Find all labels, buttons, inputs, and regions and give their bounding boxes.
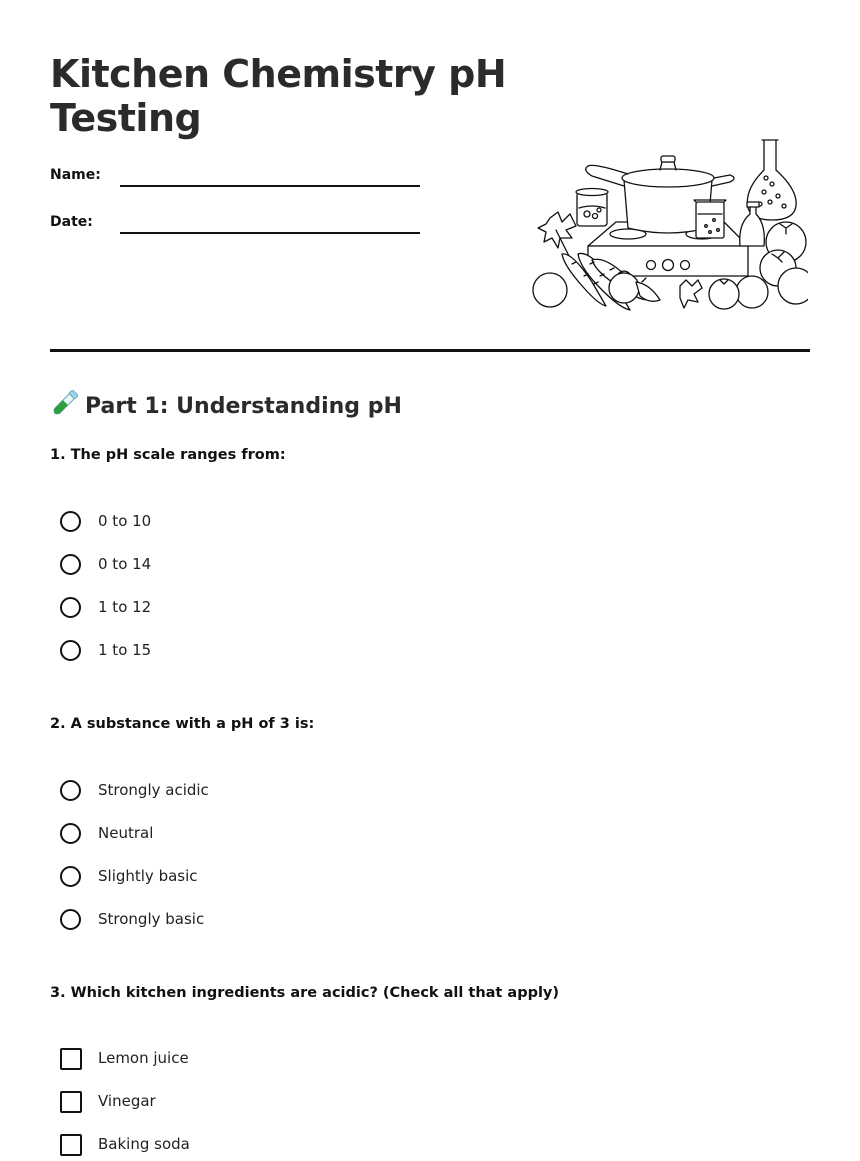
question-1: 1. The pH scale ranges from:	[50, 447, 286, 463]
name-label: Name:	[50, 167, 101, 183]
q3-option-2[interactable]	[60, 1090, 460, 1116]
kitchen-chemistry-illustration	[532, 134, 808, 318]
checkbox[interactable]	[60, 1048, 82, 1070]
q1-option-2[interactable]	[60, 553, 460, 579]
worksheet-page	[50, 0, 810, 1161]
test-tube-icon	[50, 390, 78, 418]
name-line[interactable]	[120, 185, 420, 187]
radio-button[interactable]	[60, 866, 81, 887]
option-label: Lemon juice	[98, 1049, 189, 1067]
radio-button[interactable]	[60, 909, 81, 930]
option-label: 1 to 15	[98, 641, 152, 659]
date-label: Date:	[50, 214, 93, 230]
q1-option-3[interactable]	[60, 596, 460, 622]
q3-option-1[interactable]	[60, 1047, 460, 1073]
q2-option-3[interactable]	[60, 865, 460, 891]
radio-button[interactable]	[60, 511, 81, 532]
header-divider	[50, 349, 810, 352]
q1-option-4[interactable]	[60, 639, 460, 665]
option-label: Slightly basic	[98, 867, 198, 885]
part1-heading-text: Part 1: Understanding pH	[85, 394, 402, 419]
q2-option-1[interactable]	[60, 779, 460, 805]
date-field[interactable]	[50, 214, 420, 244]
option-label: Strongly acidic	[98, 781, 209, 799]
question-2: 2. A substance with a pH of 3 is:	[50, 716, 315, 732]
option-label: 1 to 12	[98, 598, 152, 616]
date-line[interactable]	[120, 232, 420, 234]
option-label: 0 to 14	[98, 555, 152, 573]
name-field[interactable]	[50, 167, 420, 197]
option-label: Strongly basic	[98, 910, 205, 928]
q2-option-2[interactable]	[60, 822, 460, 848]
q1-option-1[interactable]	[60, 510, 460, 536]
radio-button[interactable]	[60, 554, 81, 575]
option-label: Vinegar	[98, 1092, 156, 1110]
radio-button[interactable]	[60, 640, 81, 661]
option-label: Baking soda	[98, 1135, 190, 1153]
q3-option-3[interactable]	[60, 1133, 460, 1159]
part1-heading	[50, 390, 402, 419]
radio-button[interactable]	[60, 597, 81, 618]
radio-button[interactable]	[60, 823, 81, 844]
worksheet-title: Kitchen Chemistry pH Testing	[50, 52, 507, 140]
option-label: 0 to 10	[98, 512, 152, 530]
q2-option-4[interactable]	[60, 908, 460, 934]
option-label: Neutral	[98, 824, 154, 842]
checkbox[interactable]	[60, 1134, 82, 1156]
checkbox[interactable]	[60, 1091, 82, 1113]
question-3: 3. Which kitchen ingredients are acidic? (Check all that apply)	[50, 985, 560, 1001]
radio-button[interactable]	[60, 780, 81, 801]
